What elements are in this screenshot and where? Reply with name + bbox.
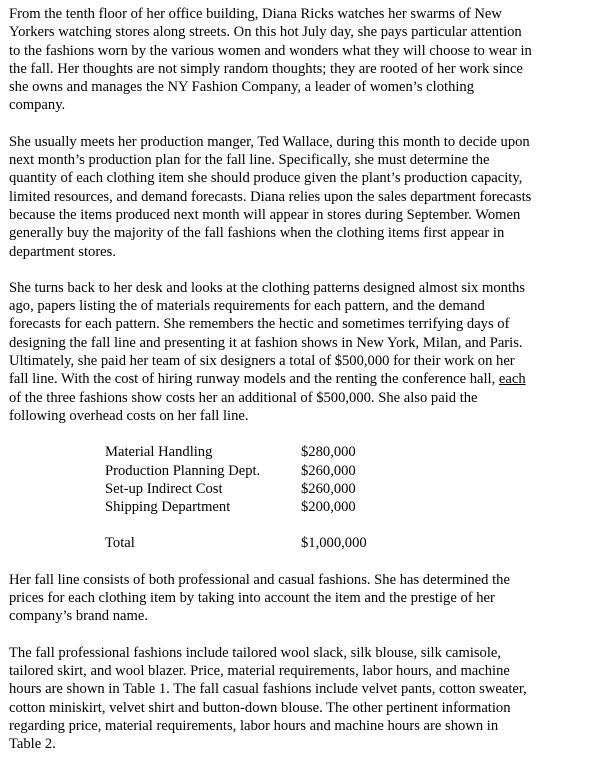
text-line: Yorkers watching stores along streets. On this hot July day, she pays particular attention (9, 24, 522, 41)
text-line: hours are shown in Table 1. The fall casual fashions include velvet pants, cotton sweater, (9, 681, 527, 698)
text-line: cotton miniskirt, velvet shirt and button-down blouse. The other pertinent information (9, 699, 511, 716)
table-spacer-row (105, 516, 367, 534)
text-line: Her fall line consists of both professional and casual fashions. She has determined the (9, 571, 510, 588)
text-line: company. (9, 97, 66, 114)
text-line: She turns back to her desk and looks at the clothing patterns designed almost six months (9, 279, 525, 296)
table-row (105, 480, 367, 498)
text-line: limited resources, and demand forecasts. Diana relies upon the sales department forecasts (9, 188, 532, 205)
text-line: Table 2. (9, 736, 56, 753)
cost-amount: $260,000 (301, 462, 356, 479)
spacer-cell (105, 516, 301, 534)
text-line: quantity of each clothing item she should produce given the plant’s production capacity, (9, 170, 523, 187)
spacer-cell (301, 516, 367, 534)
text-line: From the tenth floor of her office building, Diana Ricks watches her swarms of New (9, 6, 502, 22)
text-line: ago, papers listing the of materials requirements for each pattern, and the demand (9, 298, 485, 315)
text-line: regarding price, material requirements, labor hours and machine hours are shown in (9, 717, 499, 734)
text-line: generally buy the majority of the fall fashions when the clothing items first appear in (9, 225, 505, 242)
cost-amount: $260,000 (301, 480, 356, 497)
text-line: she owns and manages the NY Fashion Company, a leader of women’s clothing (9, 79, 475, 96)
text-line: department stores. (9, 243, 116, 260)
text-line: following overhead costs on her fall line. (9, 407, 249, 424)
paragraph-design-costs (9, 279, 589, 425)
cost-label: Material Handling (105, 444, 213, 461)
text-line: prices for each clothing item by taking into account the item and the prestige of her (9, 590, 495, 607)
paragraph-fashion-items (9, 644, 589, 754)
paragraph-intro (9, 5, 589, 115)
table-total-row (105, 534, 367, 552)
text-line: forecasts for each pattern. She remembers the hectic and sometimes terrifying days of (9, 316, 510, 333)
text-line: next month’s production plan for the fall line. Specifically, she must determine the (9, 152, 490, 169)
text-line: to the fashions worn by the various women and wonders what they will choose to wear in (9, 42, 532, 59)
text-line: company’s brand name. (9, 608, 149, 625)
document-body (9, 5, 589, 771)
text-line: because the items produced next month will appear in stores during September. Women (9, 206, 521, 223)
text-line: the fall. Her thoughts are not simply random thoughts; they are rooted of her work since (9, 60, 523, 77)
text-segment: fall line. With the cost of hiring runway models and the renting the conference hall, (9, 371, 499, 388)
overhead-cost-table (105, 443, 367, 552)
cost-amount: $200,000 (301, 499, 356, 516)
table-row (105, 462, 367, 480)
table-row (105, 443, 367, 461)
text-line: Ultimately, she paid her team of six designers a total of $500,000 for their work on her (9, 353, 515, 370)
text-line: of the three fashions show costs her an additional of $500,000. She also paid the (9, 389, 478, 406)
text-line: tailored skirt, and wool blazer. Price, material requirements, labor hours, and machine (9, 662, 510, 679)
cost-amount: $280,000 (301, 444, 356, 461)
cost-label: Production Planning Dept. (105, 462, 261, 479)
underlined-word: each (498, 371, 526, 388)
text-line: The fall professional fashions include tailored wool slack, silk blouse, silk camisole, (9, 644, 502, 661)
paragraph-fall-line (9, 571, 589, 626)
text-line: She usually meets her production manger, Ted Wallace, during this month to decide upon (9, 133, 530, 150)
text-line: designing the fall line and presenting it at fashion shows in New York, Milan, and Paris. (9, 334, 523, 351)
total-label: Total (105, 535, 135, 552)
total-amount: $1,000,000 (301, 535, 367, 552)
cost-label: Shipping Department (105, 499, 231, 516)
text-line (9, 370, 589, 388)
table-row (105, 498, 367, 516)
paragraph-production-meeting (9, 133, 589, 261)
cost-label: Set-up Indirect Cost (105, 480, 223, 497)
